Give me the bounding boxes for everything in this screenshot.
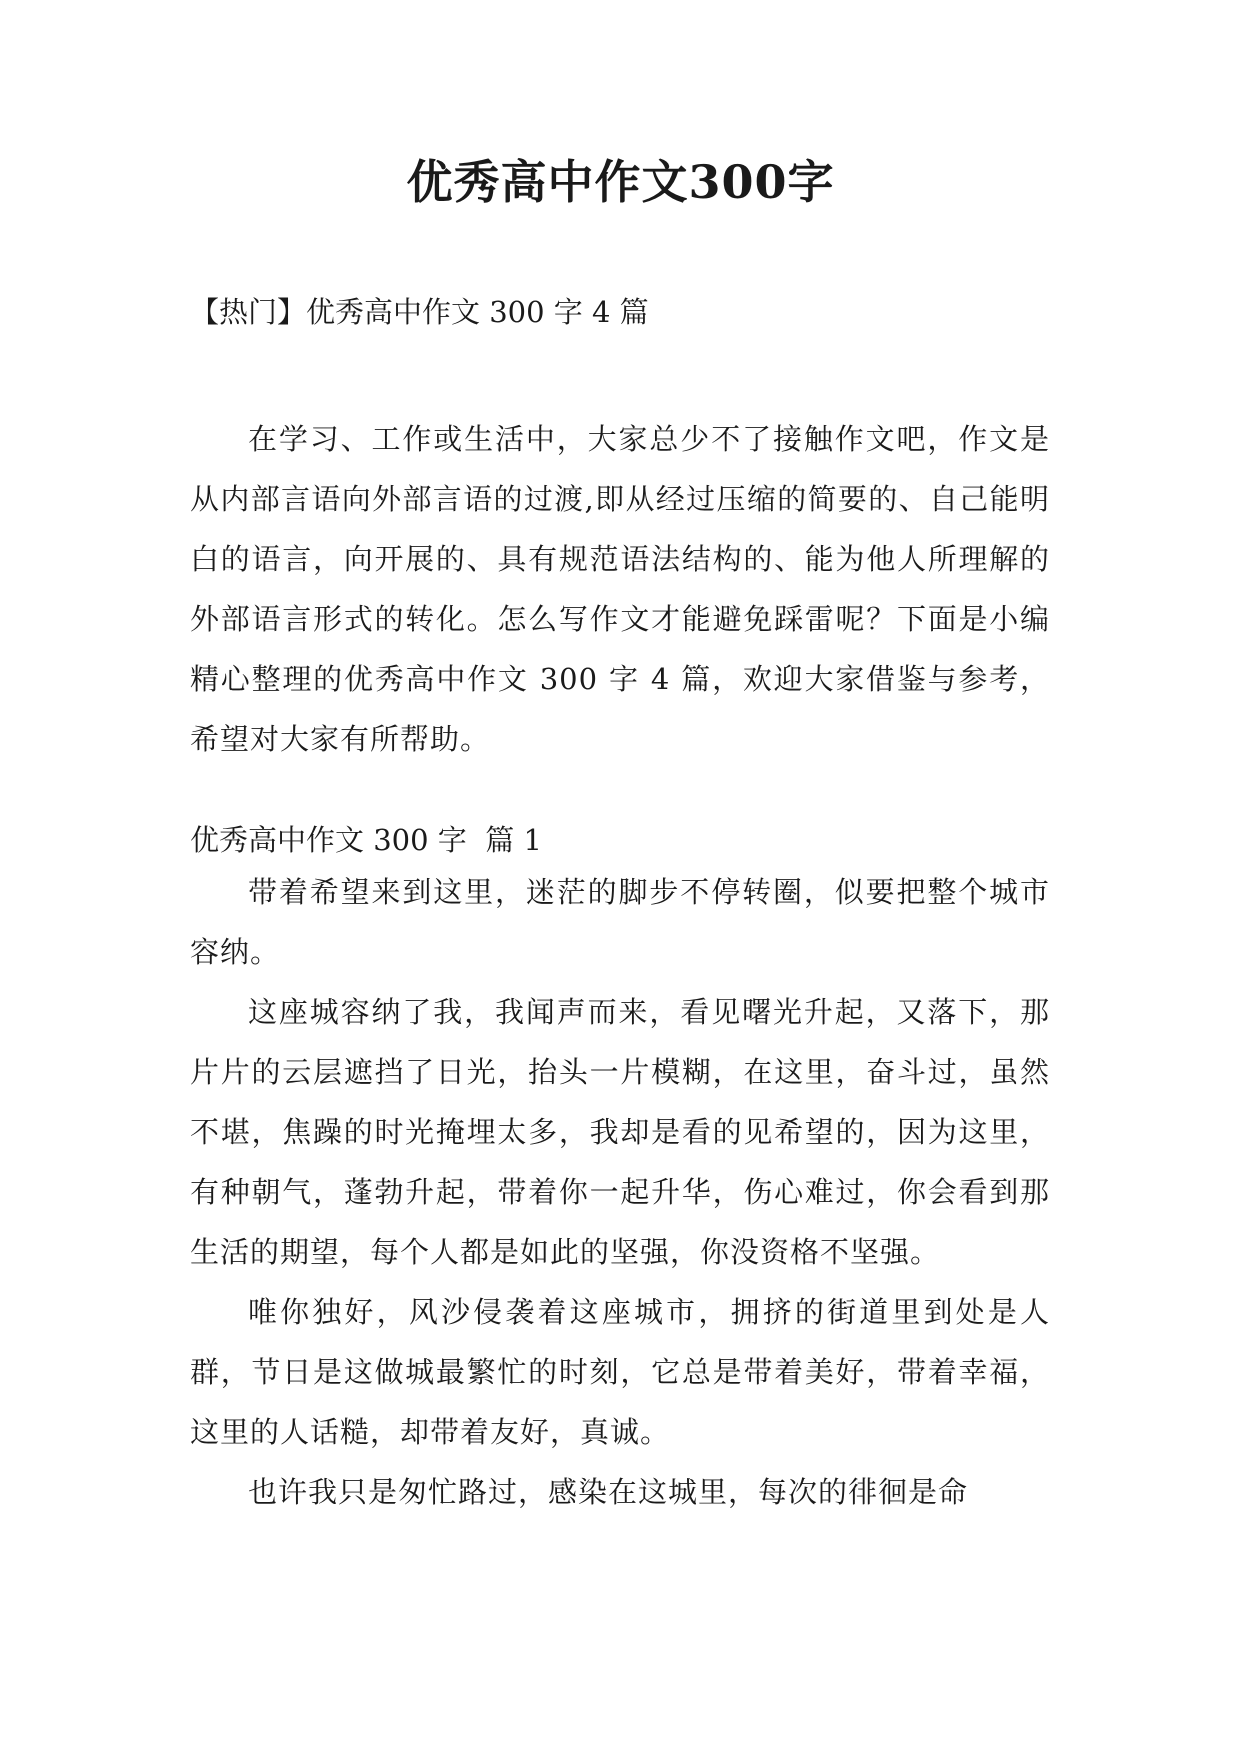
intro-paragraph: 在学习、工作或生活中，大家总少不了接触作文吧，作文是从内部言语向外部言语的过渡,即从经过压缩的简要的、自己能明白的语言，向开展的、具有规范语法结构的、能为他人所理解的外部语言形式的转化。怎么写作文才能避免踩雷呢？下面是小编精心整理的优秀高中作文 300 字 4 篇，欢迎大家借鉴与参考，希望对大家有所帮助。 <box>190 422 1050 756</box>
essay-paragraph: 带着希望来到这里，迷茫的脚步不停转圈，似要把整个城市容纳。 <box>190 875 1050 969</box>
section-heading: 优秀高中作文 300 字 篇 1 <box>190 823 542 857</box>
essay-paragraph: 唯你独好，风沙侵袭着这座城市，拥挤的街道里到处是人群，节日是这做城最繁忙的时刻，它总是带着美好，带着幸福，这里的人话糙，却带着友好，真诚。 <box>190 1295 1050 1449</box>
essay-paragraph: 也许我只是匆忙路过，感染在这城里，每次的徘徊是命 <box>248 1475 969 1509</box>
document-subtitle: 【热门】优秀高中作文 300 字 4 篇 <box>190 295 649 329</box>
document-title: 优秀高中作文300字 <box>406 155 835 209</box>
essay-paragraph: 这座城容纳了我，我闻声而来，看见曙光升起，又落下，那片片的云层遮挡了日光，抬头一片模糊，在这里，奋斗过，虽然不堪，焦躁的时光掩埋太多，我却是看的见希望的，因为这里，有种朝气，蓬勃升起，带着你一起升华，伤心难过，你会看到那生活的期望，每个人都是如此的坚强，你没资格不坚强。 <box>190 995 1050 1269</box>
essay-body <box>190 862 1050 1522</box>
